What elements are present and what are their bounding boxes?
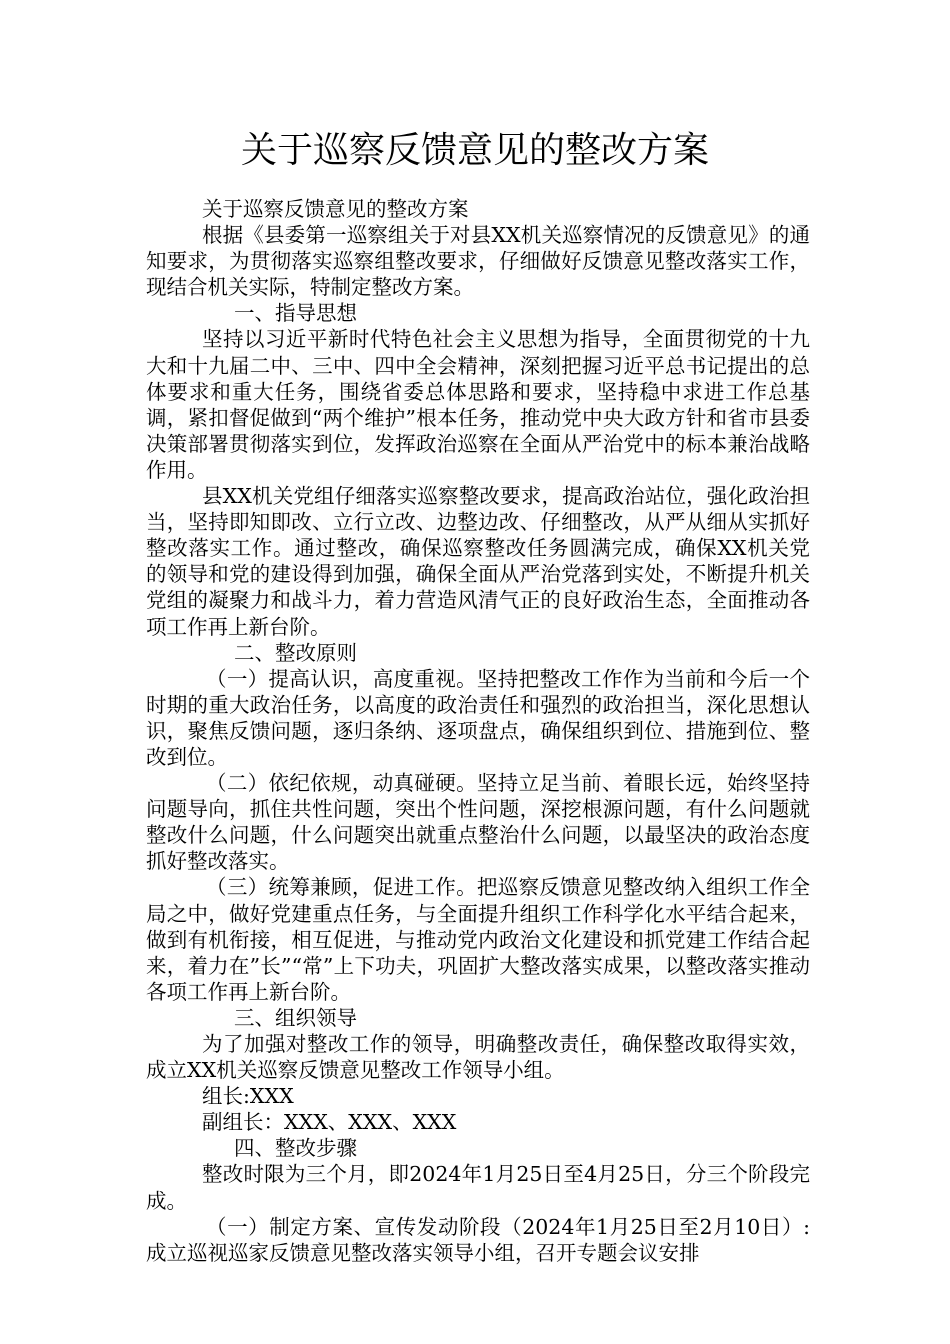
principle-2: （二）依纪依规，动真碰硬。坚持立足当前、着眼长远，始终坚持问题导向，抓住共性问题，突出个性问题，深挖根源问题，有什么问题就整改什么问题，什么问题突出就重点整治什么问题，以最坚决的政治态度抓好整改落实。 — [146, 771, 810, 874]
paragraph-timeline: 整改时限为三个月，即2024年1月25日至4月25日，分三个阶段完成。 — [146, 1162, 810, 1213]
deputy-leaders: 副组长：XXX、XXX、XXX — [202, 1110, 457, 1135]
principle-1: （一）提高认识，高度重视。坚持把整改工作作为当前和今后一个时期的重大政治任务，以高度的政治责任和强烈的政治担当，深化思想认识，聚焦反馈问题，逐归条纳、逐项盘点，确保组织到位、措施到位、整改到位。 — [146, 666, 810, 769]
paragraph-guiding-1: 坚持以习近平新时代特色社会主义思想为指导，全面贯彻党的十九大和十九届二中、三中、四中全会精神，深刻把握习近平总书记提出的总体要求和重大任务，围绕省委总体思路和要求，坚持稳中求进工作总基调，紧扣督促做到“两个维护”根本任务，推动党中央大政方针和省市县委决策部署贯彻落实到位，发挥政治巡察在全面从严治党中的标本兼治战略作用。 — [146, 327, 810, 482]
section-heading-4: 四、整改步骤 — [234, 1136, 357, 1161]
document-body — [146, 196, 810, 1266]
paragraph-leadership: 为了加强对整改工作的领导，明确整改责任，确保整改取得实效，成立XX机关巡察反馈意见整改工作领导小组。 — [146, 1032, 810, 1083]
paragraph-guiding-2: 县XX机关党组仔细落实巡察整改要求，提高政治站位，强化政治担当，坚持即知即改、立行立改、边整边改、仔细整改，从严从细从实抓好整改落实工作。通过整改，确保巡察整改任务圆满完成，确保XX机关党的领导和党的建设得到加强，确保全面从严治党落到实处，不断提升机关党组的凝聚力和战斗力，着力营造风清气正的良好政治生态，全面推动各项工作再上新台阶。 — [146, 484, 810, 639]
section-heading-2: 二、整改原则 — [234, 640, 357, 665]
intro-paragraph: 根据《县委第一巡察组关于对县XX机关巡察情况的反馈意见》的通知要求，为贯彻落实巡察组整改要求，仔细做好反馈意见整改落实工作，现结合机关实际，特制定整改方案。 — [146, 223, 810, 300]
phase-1: （一）制定方案、宣传发动阶段（2024年1月25日至2月10日）:成立巡视巡家反馈意见整改落实领导小组，召开专题会议安排 — [146, 1214, 810, 1265]
section-heading-3: 三、组织领导 — [234, 1005, 357, 1030]
section-heading-1: 一、指导思想 — [234, 301, 357, 326]
document-title: 关于巡察反馈意见的整改方案 — [240, 130, 709, 171]
team-leader: 组长:XXX — [202, 1084, 294, 1109]
principle-3: （三）统筹兼顾，促进工作。把巡察反馈意见整改纳入组织工作全局之中，做好党建重点任务，与全面提升组织工作科学化水平结合起来，做到有机衔接，相互促进，与推动党内政治文化建设和抓党建工作结合起来，着力在”长”“常”上下功夫，巩固扩大整改落实成果，以整改落实推动各项工作再上新台阶。 — [146, 875, 810, 1004]
subtitle-paragraph: 关于巡察反馈意见的整改方案 — [202, 197, 469, 221]
